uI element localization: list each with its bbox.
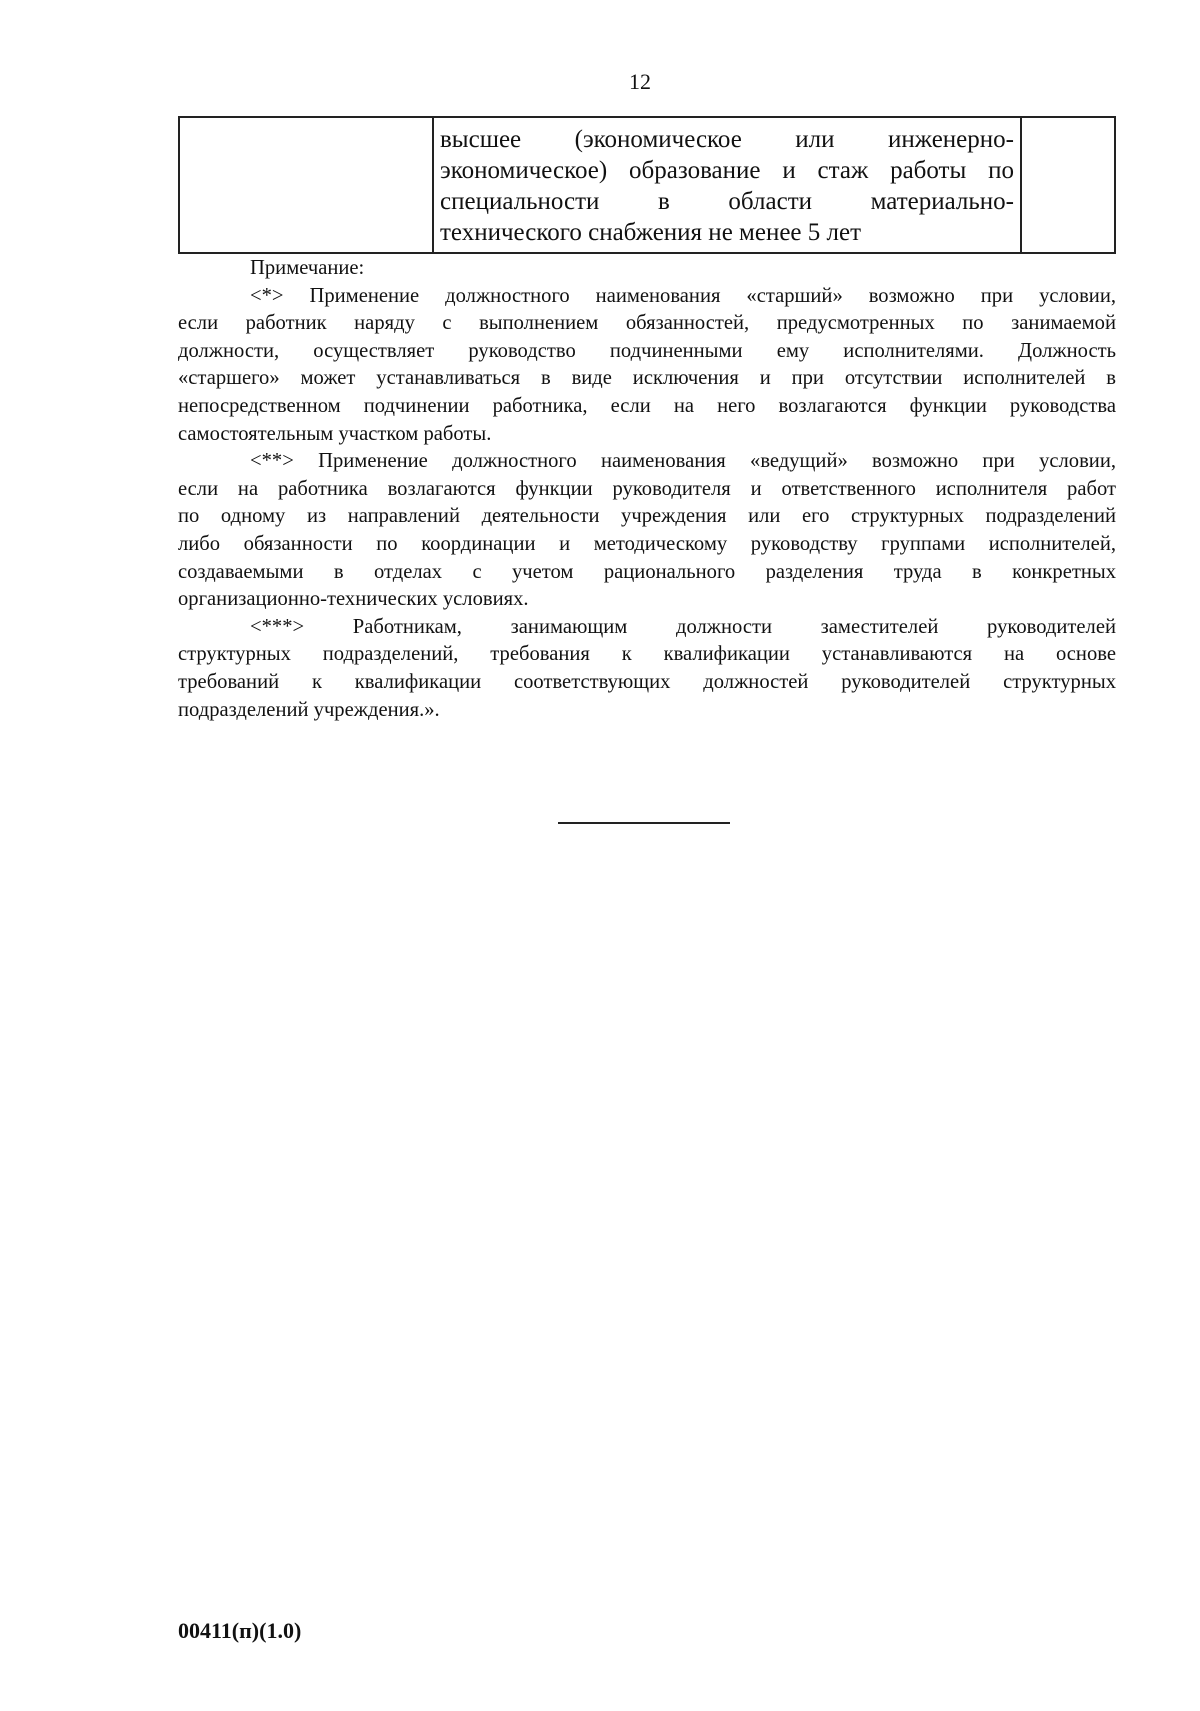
note-paragraph-senior (178, 283, 1116, 449)
note-line: должности, осуществляет руководство подчиненными ему исполнителями. Должность (178, 339, 1116, 362)
note-line: по одному из направлений деятельности учреждения или его структурных подразделений (178, 505, 1116, 528)
qualification-table (178, 116, 1116, 254)
note-line: <*> Применение должностного наименования «старший» возможно при условии, (250, 284, 1116, 307)
requirement-line: экономическое) образование и стаж работы по (440, 157, 1014, 184)
note-line: самостоятельным участком работы. (178, 422, 492, 445)
note-line: если работник наряду с выполнением обязанностей, предусмотренных по занимаемой (178, 312, 1116, 335)
note-line: требований к квалификации соответствующих должностей руководителей структурных (178, 670, 1116, 693)
note-line: если на работника возлагаются функции руководителя и ответственного исполнителя работ (178, 477, 1116, 500)
note-line: «старшего» может устанавливаться в виде исключения и при отсутствии исполнителей в (178, 367, 1116, 390)
table-cell-requirements (434, 118, 1022, 252)
note-line: <**> Применение должностного наименования «ведущий» возможно при условии, (250, 450, 1116, 473)
note-line: либо обязанности по координации и методическому руководству группами исполнителей, (178, 532, 1116, 555)
requirement-line: специальности в области материально- (440, 188, 1014, 215)
note-line: подразделений учреждения.». (178, 698, 440, 721)
note-line: <***> Работникам, занимающим должности заместителей руководителей (250, 615, 1116, 638)
notes-section (178, 255, 1116, 724)
requirement-line: высшее (экономическое или инженерно- (440, 126, 1014, 153)
notes-title: Примечание: (250, 257, 365, 279)
requirement-line: технического снабжения не менее 5 лет (440, 219, 862, 246)
note-line: структурных подразделений, требования к квалификации устанавливаются на основе (178, 643, 1116, 666)
table-cell-notes (1022, 118, 1114, 252)
note-paragraph-deputies (178, 614, 1116, 724)
table-cell-position (180, 118, 434, 252)
end-of-document-rule (558, 822, 730, 824)
note-paragraph-leading (178, 448, 1116, 614)
document-code: 00411(п)(1.0) (178, 1618, 302, 1643)
note-line: организационно-технических условиях. (178, 588, 529, 611)
note-line: создаваемыми в отделах с учетом рационального разделения труда в конкретных (178, 560, 1116, 583)
note-line: непосредственном подчинении работника, если на него возлагаются функции руководства (178, 394, 1116, 417)
page-number: 12 (629, 69, 651, 94)
